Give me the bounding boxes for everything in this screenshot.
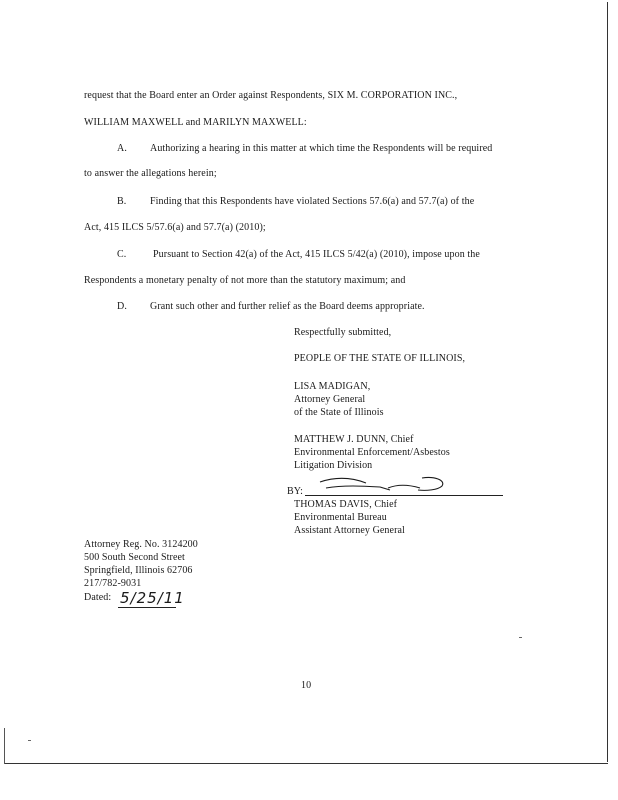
item-c-line-1: Pursuant to Section 42(a) of the Act, 415 ILCS 5/42(a) (2010), impose upon the — [153, 249, 480, 260]
page-border-left-fragment — [4, 728, 5, 764]
chief-name: MATTHEW J. DUNN, Chief — [294, 434, 414, 445]
scan-mark — [519, 637, 522, 638]
attorney-reg-number: Attorney Reg. No. 3124200 — [84, 539, 198, 550]
signer-bureau: Environmental Bureau — [294, 512, 387, 523]
item-b-line-2: Act, 415 ILCS 5/57.6(a) and 57.7(a) (2010); — [84, 222, 266, 233]
signer-title: Assistant Attorney General — [294, 525, 405, 536]
item-d-letter: D. — [117, 301, 127, 312]
item-b-line-1: Finding that this Respondents have violated Sections 57.6(a) and 57.7(a) of the — [150, 196, 475, 207]
dated-handwritten-value: 5/25/11 — [120, 589, 185, 607]
attorney-general-name: LISA MADIGAN, — [294, 381, 371, 392]
signer-name: THOMAS DAVIS, Chief — [294, 499, 398, 510]
intro-line-1: request that the Board enter an Order against Respondents, SIX M. CORPORATION INC., — [84, 90, 458, 101]
item-d-line-1: Grant such other and further relief as the Board deems appropriate. — [150, 301, 425, 312]
closing: Respectfully submitted, — [294, 327, 392, 338]
item-c-letter: C. — [117, 249, 127, 260]
page-number: 10 — [301, 680, 312, 691]
page-border-bottom — [5, 763, 608, 764]
attorney-general-title: Attorney General — [294, 394, 366, 405]
intro-line-2: WILLIAM MAXWELL and MARILYN MAXWELL: — [84, 117, 307, 128]
attorney-street: 500 South Second Street — [84, 552, 185, 563]
item-b-letter: B. — [117, 196, 127, 207]
chief-division: Litigation Division — [294, 460, 373, 471]
signature-image — [318, 474, 458, 498]
dated-label: Dated: — [84, 592, 112, 603]
page-border-right — [607, 2, 608, 762]
dated-underline — [118, 607, 176, 608]
by-label: BY: — [287, 486, 304, 497]
scan-mark — [28, 740, 31, 741]
item-c-line-2: Respondents a monetary penalty of not more than the statutory maximum; and — [84, 275, 406, 286]
party-name: PEOPLE OF THE STATE OF ILLINOIS, — [294, 353, 466, 364]
attorney-city: Springfield, Illinois 62706 — [84, 565, 193, 576]
item-a-line-2: to answer the allegations herein; — [84, 168, 217, 179]
item-a-letter: A. — [117, 143, 127, 154]
attorney-general-state: of the State of Illinois — [294, 407, 384, 418]
chief-department: Environmental Enforcement/Asbestos — [294, 447, 450, 458]
attorney-phone: 217/782-9031 — [84, 578, 142, 589]
item-a-line-1: Authorizing a hearing in this matter at which time the Respondents will be required — [150, 143, 493, 154]
